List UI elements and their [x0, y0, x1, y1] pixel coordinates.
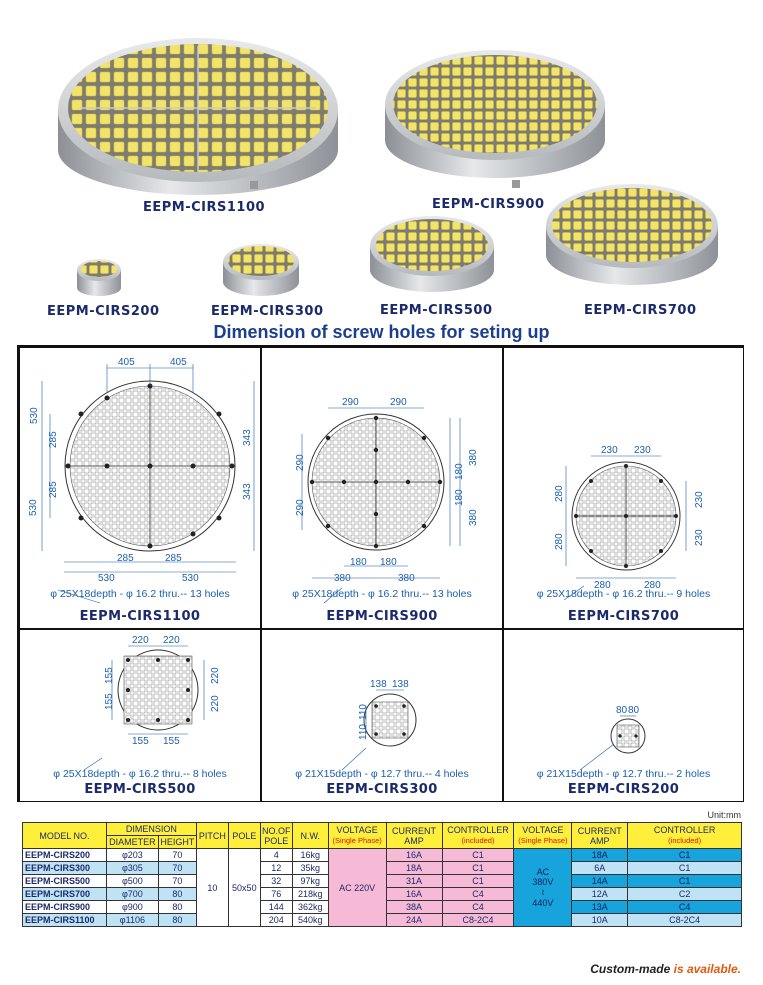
table-row	[23, 849, 742, 862]
dim-r2: 180	[454, 463, 465, 480]
cell-amp-2: 13A	[572, 901, 628, 914]
cell-ctrl-1: C8-2C4	[442, 914, 514, 927]
dim-r1: 343	[242, 429, 253, 446]
custom-made-text: Custom-made	[590, 962, 674, 976]
cell-model: EEPM-CIRS700	[23, 888, 107, 901]
dim-l1: 280	[554, 485, 565, 502]
dim-b2: 180	[380, 557, 397, 568]
drawing-name: EEPM-CIRS200	[567, 782, 680, 797]
cell-amp-1: 24A	[386, 914, 442, 927]
cell-amp-1: 18A	[386, 862, 442, 875]
product-label-cirs200: EEPM-CIRS200	[47, 304, 160, 319]
dim-top1: 80	[616, 705, 628, 716]
dim-b3: 380	[334, 573, 351, 584]
cell-height: 70	[158, 849, 196, 862]
cell-amp-1: 16A	[386, 849, 442, 862]
dim-b2: 280	[644, 580, 661, 591]
drawing-cirs200	[503, 629, 744, 802]
cell-dia: φ1106	[106, 914, 158, 927]
dim-b4: 380	[398, 573, 415, 584]
cell-voltage-1: AC 220V	[328, 849, 386, 927]
drawing-note: φ 25X18depth - φ 16.2 thru.-- 13 holes	[50, 588, 230, 600]
product-label-cirs700: EEPM-CIRS700	[584, 303, 697, 318]
dim-r1: 230	[694, 491, 705, 508]
th-current-2: CURRENT AMP	[572, 823, 628, 849]
th-controller-2-incl: (included)	[668, 836, 702, 845]
dim-top1: 220	[132, 635, 149, 646]
cell-nw: 16kg	[292, 849, 328, 862]
voltage-2-c: ≀	[541, 887, 545, 897]
cell-ctrl-1: C1	[442, 849, 514, 862]
cell-model: EEPM-CIRS1100	[23, 914, 107, 927]
cell-poles: 4	[260, 849, 292, 862]
dim-top1: 230	[601, 445, 618, 456]
drawing-note: φ 25X18depth - φ 16.2 thru.-- 8 holes	[53, 768, 227, 780]
dim-b1: 180	[350, 557, 367, 568]
th-voltage-1-label: VOLTAGE	[336, 825, 378, 835]
th-controller-2-label: CONTROLLER	[653, 825, 716, 835]
dim-l2: 285	[48, 431, 59, 448]
dim-r3: 180	[454, 489, 465, 506]
cell-ctrl-1: C1	[442, 875, 514, 888]
th-no-of-pole: NO.OF POLE	[260, 823, 292, 849]
cell-ctrl-2: C8-2C4	[628, 914, 742, 927]
photo-cirs300	[223, 244, 299, 296]
th-height: HEIGHT	[160, 837, 195, 847]
cell-poles: 76	[260, 888, 292, 901]
dim-b1: 280	[594, 580, 611, 591]
th-voltage-2	[514, 823, 572, 849]
drawing-dims-cirs1100	[20, 348, 261, 629]
cell-poles: 144	[260, 901, 292, 914]
dim-l3: 285	[48, 481, 59, 498]
spec-table	[22, 822, 742, 927]
dim-l1: 530	[29, 407, 40, 424]
drawing-note: φ 21X15depth - φ 12.7 thru.-- 4 holes	[295, 768, 469, 780]
cell-poles: 32	[260, 875, 292, 888]
cell-nw: 218kg	[292, 888, 328, 901]
cell-dia: φ203	[106, 849, 158, 862]
dim-top2: 220	[163, 635, 180, 646]
cell-amp-1: 31A	[386, 875, 442, 888]
cell-dia: φ500	[106, 875, 158, 888]
cell-dia: φ900	[106, 901, 158, 914]
drawing-note: φ 25X18depth - φ 16.2 thru.-- 9 holes	[536, 588, 711, 600]
drawing-name: EEPM-CIRS1100	[79, 609, 201, 624]
th-pitch: PITCH	[196, 823, 228, 849]
cell-pole: 50x50	[228, 849, 260, 927]
th-diameter: DIAMETER	[106, 836, 158, 849]
drawing-name: EEPM-CIRS900	[326, 609, 438, 624]
cell-model: EEPM-CIRS200	[23, 849, 107, 862]
dim-r4: 380	[468, 509, 479, 526]
cell-ctrl-2: C1	[628, 875, 742, 888]
cell-nw: 97kg	[292, 875, 328, 888]
th-voltage-1-phase: (Single Phase)	[332, 836, 382, 845]
dim-b2: 155	[163, 736, 180, 747]
cell-nw: 540kg	[292, 914, 328, 927]
th-nw: N.W.	[292, 823, 328, 849]
dim-r1: 380	[468, 449, 479, 466]
cell-height: 80	[158, 914, 196, 927]
cell-ctrl-1: C4	[442, 901, 514, 914]
cell-voltage-2	[514, 849, 572, 927]
product-photos	[0, 0, 763, 322]
custom-available-text: is available.	[673, 962, 741, 976]
dim-l4: 530	[28, 499, 39, 516]
cell-poles: 204	[260, 914, 292, 927]
cell-ctrl-1: C1	[442, 862, 514, 875]
dim-b4: 530	[182, 573, 199, 584]
product-label-cirs300: EEPM-CIRS300	[211, 304, 324, 319]
drawing-svg-cirs900	[262, 348, 503, 629]
dim-b1: 285	[117, 553, 134, 564]
section-heading: Dimension of screw holes for seting up	[213, 322, 550, 342]
cell-height: 70	[158, 875, 196, 888]
th-pole: POLE	[228, 823, 260, 849]
dim-l1: 155	[104, 667, 115, 684]
dim-b3: 530	[98, 573, 115, 584]
th-current-1: CURRENT AMP	[386, 823, 442, 849]
cell-amp-2: 18A	[572, 849, 628, 862]
th-voltage-1	[328, 823, 386, 849]
photo-cirs700	[546, 184, 718, 285]
cell-ctrl-1: C4	[442, 888, 514, 901]
photo-cirs1100	[58, 38, 338, 195]
product-label-cirs900: EEPM-CIRS900	[432, 197, 545, 212]
cell-model: EEPM-CIRS300	[23, 862, 107, 875]
product-label-cirs1100: EEPM-CIRS1100	[143, 200, 266, 215]
th-model: MODEL NO.	[23, 823, 107, 849]
cell-model: EEPM-CIRS900	[23, 901, 107, 914]
dim-r2: 230	[694, 529, 705, 546]
cell-dia: φ700	[106, 888, 158, 901]
cell-dia: φ305	[106, 862, 158, 875]
dim-b2: 285	[165, 553, 182, 564]
cell-pitch: 10	[196, 849, 228, 927]
cell-height: 70	[158, 862, 196, 875]
dim-top2: 290	[390, 397, 407, 408]
dimension-drawings	[17, 345, 744, 802]
cell-amp-2: 14A	[572, 875, 628, 888]
cell-height: 80	[158, 888, 196, 901]
drawing-svg-cirs700	[504, 348, 744, 629]
drawing-cirs300	[261, 629, 503, 802]
dim-top2: 80	[628, 705, 640, 716]
dim-top2: 405	[170, 357, 187, 368]
th-controller-1	[442, 823, 514, 849]
dim-r2: 220	[210, 695, 221, 712]
custom-made-note	[590, 962, 741, 976]
cell-height: 80	[158, 901, 196, 914]
product-label-cirs500: EEPM-CIRS500	[380, 303, 493, 318]
drawing-name: EEPM-CIRS700	[567, 609, 680, 624]
photo-cirs200	[77, 259, 121, 296]
cell-amp-2: 12A	[572, 888, 628, 901]
voltage-2-d: 440V	[532, 898, 554, 908]
cell-amp-2: 6A	[572, 862, 628, 875]
drawing-note: φ 21X15depth - φ 12.7 thru.-- 2 holes	[536, 768, 711, 780]
dim-r2: 343	[242, 483, 253, 500]
unit-label: Unit:mm	[707, 810, 741, 820]
dim-top1: 290	[342, 397, 359, 408]
th-voltage-2-phase: (Single Phase)	[518, 836, 568, 845]
cell-nw: 35kg	[292, 862, 328, 875]
dim-l2: 280	[554, 533, 565, 550]
cell-poles: 12	[260, 862, 292, 875]
cell-ctrl-2: C4	[628, 901, 742, 914]
voltage-2-a: AC	[536, 867, 550, 877]
th-controller-2	[628, 823, 742, 849]
cell-amp-2: 10A	[572, 914, 628, 927]
dim-top2: 138	[392, 679, 409, 690]
cell-amp-1: 16A	[386, 888, 442, 901]
drawing-cirs900	[261, 347, 503, 629]
photo-cirs500	[370, 216, 494, 292]
cell-ctrl-2: C1	[628, 849, 742, 862]
cell-amp-1: 38A	[386, 901, 442, 914]
th-controller-1-incl: (included)	[461, 836, 495, 845]
drawing-cirs500	[19, 629, 261, 802]
cell-ctrl-2: C2	[628, 888, 742, 901]
dim-top1: 405	[118, 357, 135, 368]
dim-top2: 230	[634, 445, 651, 456]
drawing-name: EEPM-CIRS300	[326, 782, 438, 797]
drawing-cirs1100	[19, 347, 261, 629]
dim-r1: 220	[210, 667, 221, 684]
drawing-cirs700	[503, 347, 744, 629]
th-controller-1-label: CONTROLLER	[447, 825, 509, 835]
dim-l2: 110	[358, 724, 369, 740]
dim-l2: 290	[295, 499, 306, 516]
cell-ctrl-2: C1	[628, 862, 742, 875]
drawing-name: EEPM-CIRS500	[84, 782, 196, 797]
th-voltage-2-label: VOLTAGE	[522, 825, 564, 835]
th-dimension: DIMENSION	[106, 823, 196, 836]
cell-nw: 362kg	[292, 901, 328, 914]
table-header-row	[23, 823, 742, 836]
dim-l2: 155	[104, 693, 115, 710]
dim-b1: 155	[132, 736, 149, 747]
voltage-2-b: 380V	[532, 877, 554, 887]
dim-top1: 138	[370, 679, 387, 690]
dim-l1: 290	[295, 454, 306, 471]
drawing-note: φ 25X18depth - φ 16.2 thru.-- 13 holes	[292, 588, 472, 600]
cell-model: EEPM-CIRS500	[23, 875, 107, 888]
dim-l1: 110	[358, 704, 369, 720]
photo-cirs900	[385, 50, 605, 188]
